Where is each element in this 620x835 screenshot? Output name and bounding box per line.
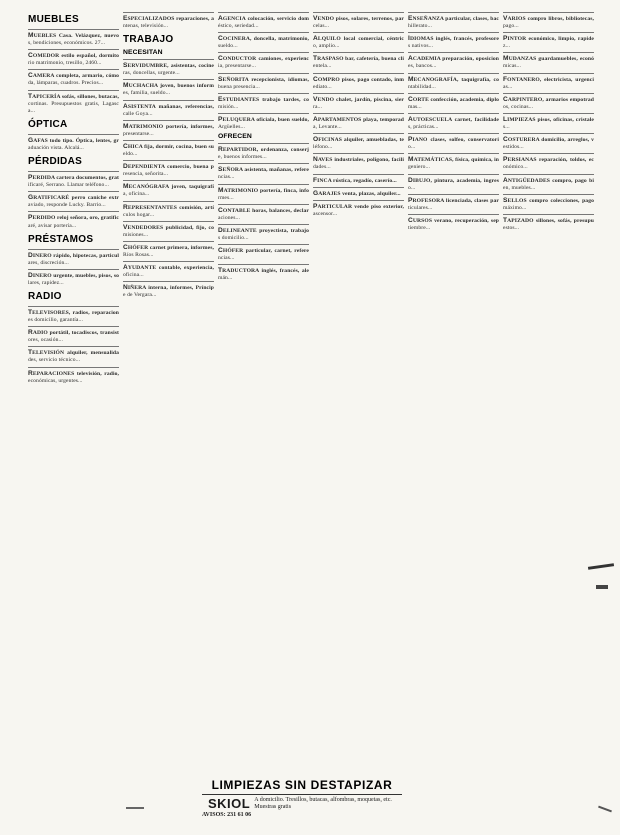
classified-ad: ESTUDIANTES trabajo tardes, comisión... xyxy=(218,95,309,110)
classified-ad: ESPECIALIZADOS reparaciones, antenas, televisión... xyxy=(123,15,214,30)
classified-ad: REPARACIONES televisión, radio, económicas, urgentes... xyxy=(28,369,119,384)
classified-ad: ASISTENTA mañanas, referencias, calle Goya... xyxy=(123,102,214,117)
ad-divider xyxy=(313,52,404,53)
ad-divider xyxy=(218,264,309,265)
ad-divider xyxy=(28,269,119,270)
ad-divider xyxy=(408,174,499,175)
ad-divider xyxy=(503,113,594,114)
classified-ad: PIANO clases, solfeo, conservatorio... xyxy=(408,136,499,151)
column-6 xyxy=(503,10,594,822)
classified-ad: GRATIFICARÉ perro caniche extraviado, responde Lucky. Barrio... xyxy=(28,194,119,209)
ad-divider xyxy=(218,204,309,205)
ad-divider xyxy=(218,52,309,53)
ad-divider xyxy=(408,113,499,114)
ad-divider xyxy=(408,93,499,94)
classified-ad: FINCA rústica, regadío, caserío... xyxy=(313,176,397,184)
classified-ad: DINERO rápido, hipotecas, particulares, discreción... xyxy=(28,251,119,266)
ad-divider xyxy=(28,367,119,368)
ad-divider xyxy=(313,133,404,134)
classified-ad: MUCHACHA joven, buenos informes, familia, sueldo... xyxy=(123,82,214,97)
classified-ad: CONDUCTOR camiones, experiencia, presentarse... xyxy=(218,55,309,70)
ad-divider xyxy=(123,100,214,101)
classified-ad: CHÓFER particular, carnet, referencias... xyxy=(218,247,309,262)
classified-ad: MECANÓGRAFA joven, taquigrafía, oficina... xyxy=(123,183,214,198)
classified-ad: RADIO portátil, tocadiscos, transistores, ocasión... xyxy=(28,329,119,344)
ad-divider xyxy=(218,163,309,164)
classified-ad: DEPENDIENTA comercio, buena presencia, señorita... xyxy=(123,163,214,178)
classified-ad: PROFESORA licenciada, clases particulares... xyxy=(408,196,499,211)
classified-ad: VENDO pisos, solares, terrenos, parcelas... xyxy=(313,15,404,30)
classified-ad: PERDIDO reloj señora, oro, gratificaré, avisar portería... xyxy=(28,214,119,229)
classified-ad: PERDIDA cartera documentos, gratificaré, Serrano. Llamar teléfono... xyxy=(28,174,119,189)
ad-divider xyxy=(218,224,309,225)
subsection-heading: OFRECEN xyxy=(218,133,252,141)
section-heading: PRÉSTAMOS xyxy=(28,233,94,245)
column-3 xyxy=(218,10,309,822)
ad-divider xyxy=(503,153,594,154)
classified-ad: ENSEÑANZA particular, clases, bachillerato... xyxy=(408,15,499,30)
column-2 xyxy=(123,10,214,822)
ad-divider xyxy=(408,73,499,74)
ad-divider xyxy=(408,214,499,215)
subsection-heading: NECESITAN xyxy=(123,49,163,57)
classified-ad: GARAJES venta, plazas, alquiler... xyxy=(313,189,401,197)
classified-ad: OFICINAS alquiler, amuebladas, teléfono... xyxy=(313,136,404,151)
ad-divider xyxy=(218,12,309,13)
ad-divider xyxy=(503,52,594,53)
classified-ad: CORTE confección, academia, diplomas... xyxy=(408,95,499,110)
ad-divider xyxy=(28,211,119,212)
ad-divider xyxy=(313,200,404,201)
classified-ad: MUEBLES Casa. Velázquez, nuevos, bendiciones, económicos. 27... xyxy=(28,32,119,47)
classified-ad: CHICA fija, dormir, cocina, buen sueldo... xyxy=(123,142,214,158)
classified-ad: SEÑORITA recepcionista, idiomas, buena presencia... xyxy=(218,75,309,90)
classified-ad: ACADEMIA preparación, oposiciones, bancos... xyxy=(408,55,499,70)
ad-divider xyxy=(313,73,404,74)
classifieds-page xyxy=(28,10,600,822)
ad-divider xyxy=(408,194,499,195)
ad-divider xyxy=(28,346,119,347)
section-heading: MUEBLES xyxy=(28,14,79,25)
ad-divider xyxy=(218,93,309,94)
classified-ad: AGENCIA colocación, servicio doméstico, seriedad... xyxy=(218,15,309,30)
classified-ad: GAFAS todo tipo. Óptica, lentes, graduación vista. Alcalá... xyxy=(28,136,119,151)
classified-ad: MATRIMONIO portería, finca, informes... xyxy=(218,186,309,201)
classified-ad: CHÓFER carnet primera, informes, Ríos Rosas... xyxy=(123,243,214,258)
classified-ad: MUDANZAS guardamuebles, económicas... xyxy=(503,55,594,70)
section-heading: RADIO xyxy=(28,290,62,302)
ad-divider xyxy=(123,180,214,181)
ad-divider xyxy=(28,326,119,327)
column-4 xyxy=(313,10,404,822)
ad-divider xyxy=(28,29,119,30)
classified-ad: APARTAMENTOS playa, temporada, Levante... xyxy=(313,115,404,131)
ad-divider xyxy=(218,73,309,74)
classified-ad: LIMPIEZAS pisos, oficinas, cristales... xyxy=(503,115,594,131)
ad-divider xyxy=(218,184,309,185)
classified-ad: SEÑORA asistenta, mañanas, referencias... xyxy=(218,166,309,181)
section-heading: ÓPTICA xyxy=(28,118,68,130)
ad-divider xyxy=(123,221,214,222)
ad-divider xyxy=(503,133,594,134)
classified-ad: CARPINTERO, armarios empotrados, cocinas... xyxy=(503,95,594,110)
ad-divider xyxy=(28,90,119,91)
ad-divider xyxy=(408,52,499,53)
classified-ad: COSTURERA domicilio, arreglos, vestidos... xyxy=(503,136,594,151)
ad-divider xyxy=(123,201,214,202)
classified-ad: DIBUJO, pintura, academia, ingreso... xyxy=(408,176,499,191)
classified-ad: FONTANERO, electricista, urgencias... xyxy=(503,75,594,90)
ad-divider xyxy=(123,261,214,262)
classified-ad: TAPICERÍA sofás, sillones, butacas, cortinas. Presupuestos gratis, Lagasca... xyxy=(28,92,119,114)
ad-divider xyxy=(218,244,309,245)
ad-divider xyxy=(408,153,499,154)
classified-ad: COMPRO pisos, pago contado, inmediato... xyxy=(313,75,404,90)
ad-divider xyxy=(218,32,309,33)
classified-ad: VARIOS compro libros, bibliotecas, pago... xyxy=(503,15,594,30)
ad-divider xyxy=(28,191,119,192)
classified-ad: COMEDOR estilo español, dormitorio matrimonio, tresillo, 2460... xyxy=(28,52,119,67)
section-heading: TRABAJO xyxy=(123,34,174,46)
ad-divider xyxy=(28,69,119,70)
classified-ad: TRADUCTORA inglés, francés, alemán... xyxy=(218,267,309,282)
classified-ad: VENDEDORES publicidad, fijo, comisiones... xyxy=(123,223,214,238)
ad-divider xyxy=(313,93,404,94)
classified-ad: CURSOS verano, recuperación, septiembre... xyxy=(408,216,499,231)
classified-ad: TRASPASO bar, cafetería, buena clientela... xyxy=(313,55,404,70)
ad-divider xyxy=(408,133,499,134)
classified-ad: SERVIDUMBRE, asistentas, cocineras, doncellas, urgente... xyxy=(123,62,214,77)
classified-ad: VENDO chalet, jardín, piscina, sierra... xyxy=(313,95,404,110)
classified-ad: ANTIGÜEDADES compro, pago bien, muebles... xyxy=(503,176,594,191)
ad-divider xyxy=(28,249,119,250)
ad-divider xyxy=(123,120,214,121)
print-mark xyxy=(598,806,612,813)
ad-divider xyxy=(218,143,309,144)
ad-divider xyxy=(313,153,404,154)
classified-ad: PINTOR económico, limpio, rapidez... xyxy=(503,35,594,50)
classified-ad: MATEMÁTICAS, física, química, ingeniero... xyxy=(408,156,499,171)
classified-ad: MECANOGRAFÍA, taquigrafía, contabilidad... xyxy=(408,75,499,90)
classified-ad: SELLOS compro colecciones, pago máximo... xyxy=(503,196,594,211)
ad-divider xyxy=(503,194,594,195)
classified-ad: DELINEANTE proyectista, trabajos domicilio... xyxy=(218,226,309,241)
classified-ad: PERSIANAS reparación, toldos, económico... xyxy=(503,156,594,171)
classified-ad: REPARTIDOR, ordenanza, conserje, buenos informes... xyxy=(218,146,309,161)
ad-divider xyxy=(408,32,499,33)
ad-divider xyxy=(313,187,404,188)
ad-divider xyxy=(28,171,119,172)
classified-ad: TELEVISIÓN alquiler, mensualidades, servicio técnico... xyxy=(28,349,119,364)
ad-divider xyxy=(503,12,594,13)
column-5 xyxy=(408,10,499,822)
classified-ad: AUTOESCUELA carnet, facilidades, prácticas... xyxy=(408,115,499,131)
classified-ad: CAMERA completa, armario, cómoda, lámparas, cuadros. Precios... xyxy=(28,72,119,87)
section-heading: PÉRDIDAS xyxy=(28,156,83,168)
ad-body-text: A domicilio. Tresillos, butacas, alfombras, moquetas, etc. Muestras gratis xyxy=(254,797,392,811)
ad-headline: LIMPIEZAS SIN DESTAPIZAR xyxy=(202,778,402,795)
ad-divider xyxy=(28,49,119,50)
classified-ad: NIÑERA interna, informes, Príncipe de Vergara... xyxy=(123,284,214,299)
classified-ad: PARTICULAR vende piso exterior, ascensor... xyxy=(313,202,404,217)
display-ad-limpiezas xyxy=(202,778,402,819)
ad-divider xyxy=(123,160,214,161)
classified-ad: TAPIZADO sillones, sofás, presupuestos... xyxy=(503,216,594,231)
ad-divider xyxy=(503,32,594,33)
classified-ad: ALQUILO local comercial, céntrico, amplio... xyxy=(313,35,404,50)
ad-divider xyxy=(123,140,214,141)
classified-ad: DINERO urgente, muebles, pisos, solares, rapidez... xyxy=(28,271,119,286)
ad-divider xyxy=(503,214,594,215)
print-mark xyxy=(126,807,144,809)
ad-divider xyxy=(313,113,404,114)
classified-ad: TELEVISORES, radios, reparaciones domicilio, garantía... xyxy=(28,308,119,324)
ad-divider xyxy=(313,12,404,13)
ad-divider xyxy=(123,79,214,80)
ad-divider xyxy=(28,134,119,135)
ad-divider xyxy=(313,174,404,175)
classified-ad: NAVES industriales, polígono, facilidades... xyxy=(313,156,404,171)
classified-ad: IDIOMAS inglés, francés, profesores nativos... xyxy=(408,35,499,50)
ad-divider xyxy=(503,73,594,74)
ad-divider xyxy=(123,241,214,242)
classified-ad: MATRIMONIO portería, informes, presentarse... xyxy=(123,122,214,137)
ad-divider xyxy=(408,12,499,13)
ad-divider xyxy=(123,59,214,60)
ad-phone: AVISOS: 231 61 06 xyxy=(202,811,252,818)
ad-divider xyxy=(218,113,309,114)
print-mark xyxy=(596,585,608,589)
classified-ad: COCINERA, doncella, matrimonio, sueldo... xyxy=(218,35,309,50)
ad-divider xyxy=(503,93,594,94)
classified-ad: PELUQUERA oficiala, buen sueldo, Argüelles... xyxy=(218,115,309,131)
ad-divider xyxy=(313,32,404,33)
ad-divider xyxy=(123,12,214,13)
ad-divider xyxy=(503,174,594,175)
ad-divider xyxy=(123,281,214,282)
classified-ad: CONTABLE horas, balances, declaraciones... xyxy=(218,206,309,221)
classified-ad: AYUDANTE contable, experiencia, oficina... xyxy=(123,264,214,279)
ad-brand-logo: SKIOL xyxy=(208,796,251,811)
column-1 xyxy=(28,10,119,822)
ad-divider xyxy=(28,306,119,307)
classified-ad: REPRESENTANTES comisión, artículos hogar... xyxy=(123,203,214,218)
